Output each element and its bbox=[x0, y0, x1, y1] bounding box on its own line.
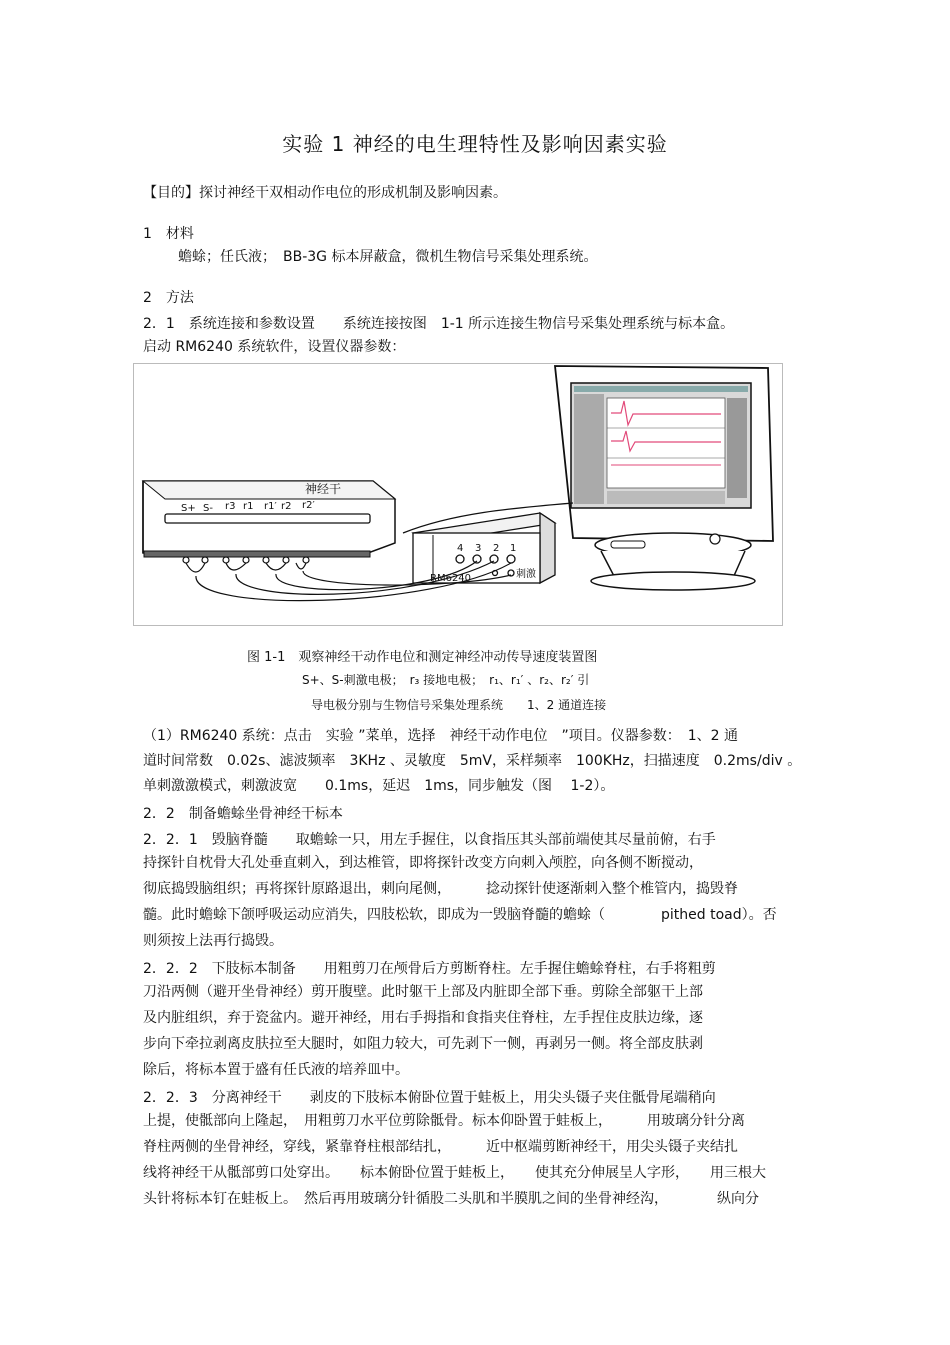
section-2-2-2-line: 及内脏组织，弃于瓷盆内。避开神经，用右手拇指和食指夹住脊柱，左手捏住皮肤边缘，逐 bbox=[143, 1010, 703, 1026]
label-nerve: 神经干 bbox=[305, 482, 342, 496]
label-r2: r2 bbox=[281, 501, 292, 512]
section-2-2-heading: 2．2 制备蟾蜍坐骨神经干标本 bbox=[143, 806, 343, 822]
channel-1-label: 1 bbox=[510, 543, 517, 554]
apparatus-figure bbox=[133, 363, 783, 626]
section-2-2-1-line: 2．2．1 毁脑脊髓 取蟾蜍一只，用左手握住，以食指压其头部前端使其尽量前俯，右手 bbox=[143, 832, 716, 848]
section-2-1-line-2: 启动 RM6240 系统软件，设置仪器参数： bbox=[143, 339, 406, 355]
section-2-2-2-line: 步向下牵拉剥离皮肤拉至大腿时，如阻力较大，可先剥下一侧，再剥另一侧。将全部皮肤剥 bbox=[143, 1036, 703, 1052]
section-2-2-1-line: 则须按上法再行捣毁。 bbox=[143, 933, 283, 949]
section-2-heading: 2 方法 bbox=[143, 290, 194, 306]
nerve-trough bbox=[165, 514, 370, 523]
signal-panel bbox=[607, 398, 725, 488]
figure-caption: 图 1-1 观察神经干动作电位和测定神经冲动传导速度装置图 bbox=[247, 650, 598, 665]
label-r1: r1 bbox=[243, 501, 254, 512]
purpose-line: 【目的】探讨神经干双相动作电位的形成机制及影响因素。 bbox=[143, 185, 507, 201]
paragraph-1-line-1: （1）RM6240 系统：点击 实验 ”菜单，选择 神经干动作电位 ”项目。仪器参数： 1、2 通 bbox=[143, 728, 739, 744]
section-2-2-1-line: 髓。此时蟾蜍下颌呼吸运动应消失，四肢松软，即成为一毁脑脊髓的蟾蜍（ pithed toad）。否 bbox=[143, 907, 777, 923]
section-2-2-2-line: 刀沿两侧（避开坐骨神经）剪开腹壁。此时躯干上部及内脏即全部下垂。剪除全部躯干上部 bbox=[143, 984, 703, 1000]
section-2-2-3-line: 上提，使骶部向上隆起， 用粗剪刀水平位剪除骶骨。标本仰卧置于蛙板上， 用玻璃分针分离 bbox=[143, 1113, 745, 1129]
figure-legend-line-1: S+、S-刺激电极； r₃ 接地电极； r₁、r₁′ 、r₂、r₂′ 引 bbox=[302, 673, 590, 687]
section-2-1-line: 2．1 系统连接和参数设置 系统连接按图 1-1 所示连接生物信号采集处理系统与标本盒。 bbox=[143, 316, 735, 332]
channel-2-label: 2 bbox=[493, 543, 500, 554]
stimulus-label: 刺激 bbox=[516, 569, 536, 580]
channel-3-label: 3 bbox=[475, 543, 482, 554]
section-1-heading: 1 材料 bbox=[143, 226, 194, 242]
device-label: RM6240 bbox=[430, 573, 472, 584]
section-2-2-3-line: 2．2．3 分离神经干 剥皮的下肢标本俯卧位置于蛙板上，用尖头镊子夹住骶骨尾端稍向 bbox=[143, 1090, 716, 1106]
specimen-box bbox=[143, 481, 395, 557]
section-2-2-2-line: 2．2．2 下肢标本制备 用粗剪刀在颅骨后方剪断脊柱。左手握住蟾蜍脊柱，右手将粗剪 bbox=[143, 961, 716, 977]
paragraph-1-line-3: 单刺激激模式，刺激波宽 0.1ms，延迟 1ms，同步触发（图 1-2）。 bbox=[143, 778, 615, 794]
channel-4-label: 4 bbox=[457, 543, 464, 554]
section-2-2-1-line: 持探针自枕骨大孔处垂直刺入，到达椎管，即将探针改变方向刺入颅腔，向各侧不断搅动， bbox=[143, 855, 703, 871]
label-s-minus: S- bbox=[203, 503, 213, 514]
section-2-2-2-line: 除后，将标本置于盛有任氏液的培养皿中。 bbox=[143, 1062, 409, 1078]
section-2-2-3-line: 头针将标本钉在蛙板上。 然后再用玻璃分针循股二头肌和半膜肌之间的坐骨神经沟， 纵向分 bbox=[143, 1191, 759, 1207]
apparatus-diagram bbox=[133, 363, 783, 626]
section-2-2-3-line: 线将神经干从骶部剪口处穿出。 标本俯卧位置于蛙板上， 使其充分伸展呈人字形， 用三根大 bbox=[143, 1165, 766, 1181]
paragraph-1-line-2: 道时间常数 0.02s、滤波频率 3KHz 、灵敏度 5mV，采样频率 100KHz，扫描速度 0.2ms/div 。 bbox=[143, 753, 802, 769]
label-r2-prime: r2′ bbox=[302, 500, 315, 511]
section-2-2-3-line: 脊柱两侧的坐骨神经，穿线，紧靠脊柱根部结扎， 近中枢端剪断神经干，用尖头镊子夹结扎 bbox=[143, 1139, 738, 1155]
label-r1-prime: r1′ bbox=[264, 501, 277, 512]
section-1-materials: 蟾蜍；任氏液； BB-3G 标本屏蔽盒，微机生物信号采集处理系统。 bbox=[178, 249, 598, 265]
page-title: 实验 1 神经的电生理特性及影响因素实验 bbox=[282, 132, 668, 156]
figure-legend-line-2: 导电极分别与生物信号采集处理系统 1、2 通道连接 bbox=[311, 698, 607, 712]
label-r3: r3 bbox=[225, 501, 236, 512]
box-jack-strip bbox=[144, 551, 370, 557]
label-s-plus: S+ bbox=[181, 503, 196, 514]
section-2-2-1-line: 彻底捣毁脑组织；再将探针原路退出，刺向尾侧， 捻动探针使逐渐刺入整个椎管内，捣毁脊 bbox=[143, 881, 738, 897]
